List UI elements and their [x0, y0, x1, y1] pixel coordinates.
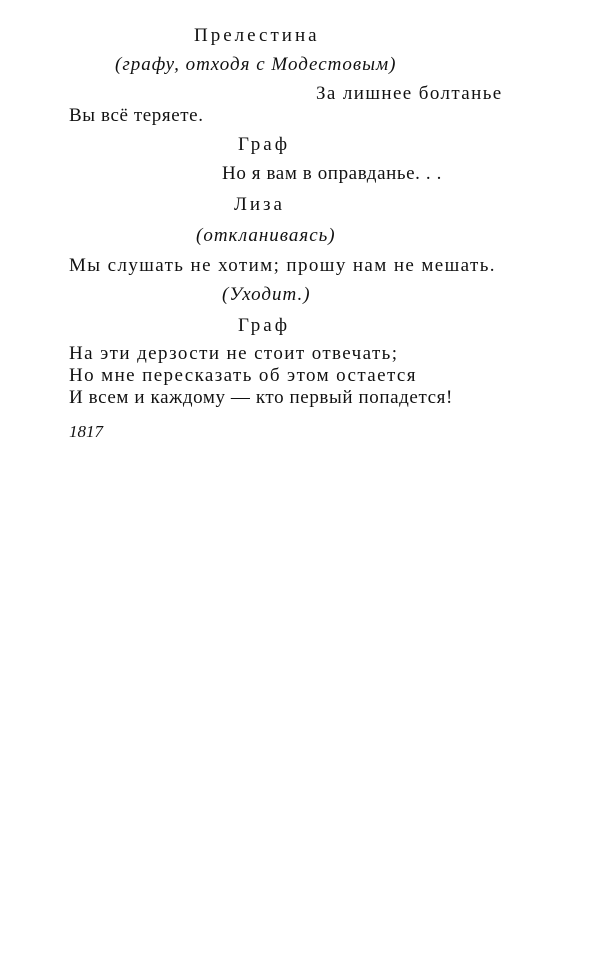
stage-direction: (откланиваясь): [196, 225, 336, 246]
year-date: 1817: [69, 422, 103, 441]
verse-line: Но мне пересказать об этом остается: [69, 365, 417, 386]
stage-direction: (графу, отходя с Модестовым): [115, 54, 397, 75]
speaker-name: Граф: [238, 134, 291, 155]
verse-line: За лишнее болтанье: [316, 83, 503, 104]
speaker-name: Граф: [238, 315, 291, 336]
verse-line: Но я вам в оправданье. . .: [222, 163, 442, 184]
stage-direction: (Уходит.): [222, 284, 311, 305]
verse-line: На эти дерзости не стоит отвечать;: [69, 343, 399, 364]
verse-line: Мы слушать не хотим; прошу нам не мешать.: [69, 255, 496, 276]
speaker-name: Лиза: [234, 194, 285, 215]
speaker-name: Прелестина: [194, 25, 320, 46]
verse-line: Вы всё теряете.: [69, 105, 204, 126]
verse-line: И всем и каждому — кто первый попадется!: [69, 387, 453, 408]
